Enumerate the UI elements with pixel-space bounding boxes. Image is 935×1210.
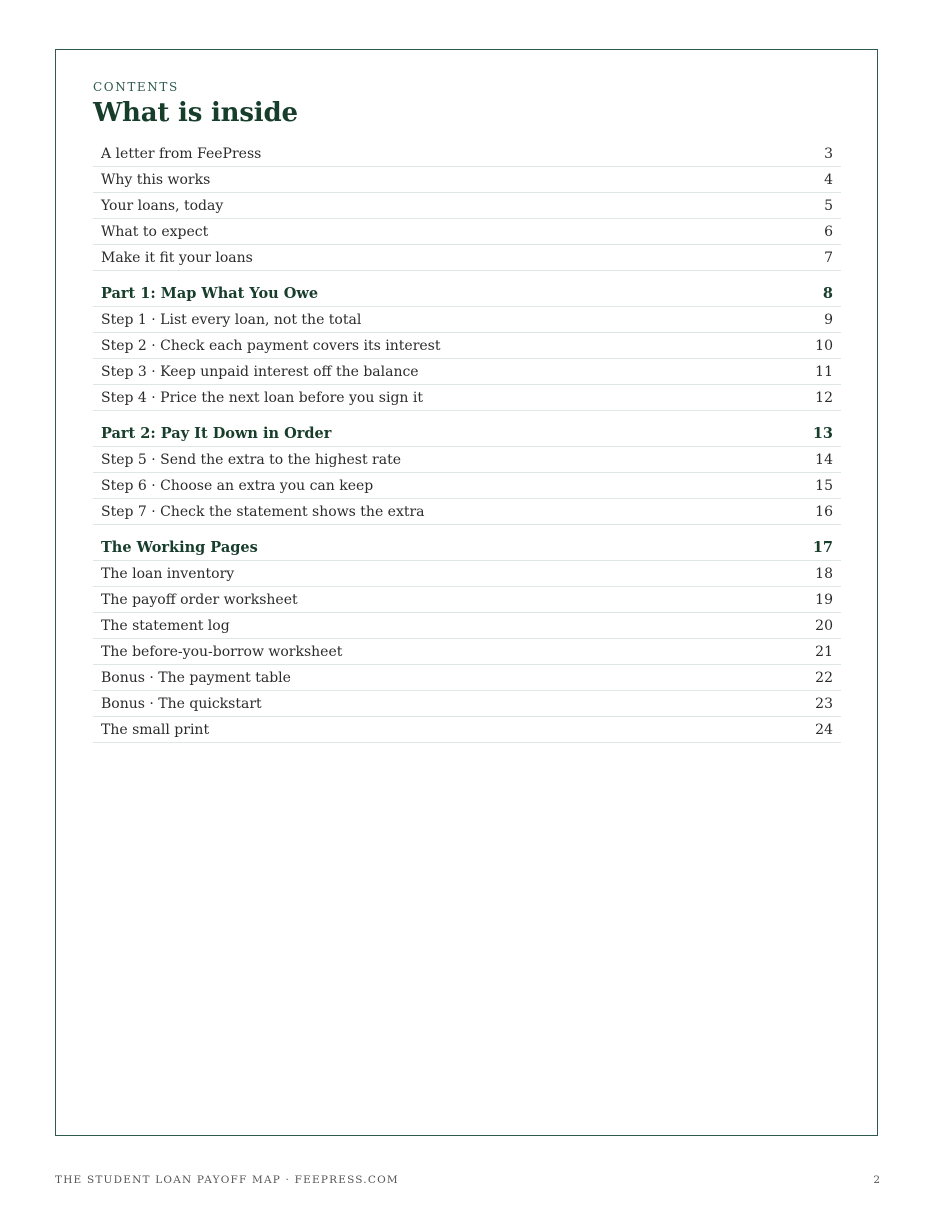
toc-entry-label: Step 6 · Choose an extra you can keep: [101, 477, 374, 494]
toc-part-page: 8: [822, 285, 833, 302]
toc-part-page: 17: [812, 539, 833, 556]
toc-entry-page: 6: [824, 223, 833, 240]
toc-entry-label: The small print: [101, 721, 210, 738]
toc-entry-page: 22: [815, 669, 833, 686]
toc-entry-page: 9: [824, 311, 833, 328]
toc-entry-label: Bonus · The quickstart: [101, 695, 262, 712]
toc-part-heading[interactable]: [93, 421, 841, 447]
toc-entry[interactable]: [93, 561, 841, 587]
page-title: What is inside: [93, 98, 298, 128]
toc-entry-page: 4: [824, 171, 833, 188]
toc-part-label: The Working Pages: [101, 539, 258, 556]
toc-entry-label: What to expect: [101, 223, 209, 240]
toc-entry[interactable]: [93, 447, 841, 473]
toc-entry-label: A letter from FeePress: [101, 145, 262, 162]
toc-entry-label: Step 7 · Check the statement shows the extra: [101, 503, 425, 520]
toc-part-label: Part 1: Map What You Owe: [101, 285, 319, 302]
toc-entry-label: The loan inventory: [101, 565, 235, 582]
toc-entry-page: 12: [815, 389, 833, 406]
toc-entry-label: Step 1 · List every loan, not the total: [101, 311, 362, 328]
toc-entry[interactable]: [93, 245, 841, 271]
toc-entry[interactable]: [93, 613, 841, 639]
toc-entry[interactable]: [93, 141, 841, 167]
toc-entry[interactable]: [93, 219, 841, 245]
toc-entry-label: Your loans, today: [101, 197, 224, 214]
toc-entry-label: Why this works: [101, 171, 211, 188]
toc-entry-page: 10: [815, 337, 833, 354]
toc-entry-label: The statement log: [101, 617, 230, 634]
toc-entry-label: Step 2 · Check each payment covers its interest: [101, 337, 441, 354]
toc-entry-label: Step 5 · Send the extra to the highest rate: [101, 451, 402, 468]
toc-entry-page: 20: [815, 617, 833, 634]
toc-part-heading[interactable]: [93, 281, 841, 307]
toc-entry[interactable]: [93, 499, 841, 525]
toc-entry-page: 23: [815, 695, 833, 712]
toc-entry-label: Step 4 · Price the next loan before you sign it: [101, 389, 423, 406]
toc-entry-page: 14: [815, 451, 833, 468]
toc-entry[interactable]: [93, 717, 841, 743]
toc-entry[interactable]: [93, 385, 841, 411]
contents-eyebrow: CONTENTS: [93, 80, 179, 94]
toc-part-heading[interactable]: [93, 535, 841, 561]
toc-entry[interactable]: [93, 691, 841, 717]
page-number: 2: [873, 1174, 880, 1186]
toc-entry[interactable]: [93, 587, 841, 613]
toc-part-label: Part 2: Pay It Down in Order: [101, 425, 332, 442]
table-of-contents: [93, 141, 841, 743]
toc-entry-label: Step 3 · Keep unpaid interest off the balance: [101, 363, 419, 380]
running-footer: THE STUDENT LOAN PAYOFF MAP · FEEPRESS.COM: [55, 1174, 399, 1186]
toc-entry[interactable]: [93, 359, 841, 385]
toc-entry-label: The before-you-borrow worksheet: [101, 643, 343, 660]
toc-entry-label: Bonus · The payment table: [101, 669, 291, 686]
toc-entry[interactable]: [93, 639, 841, 665]
toc-entry[interactable]: [93, 167, 841, 193]
toc-entry-page: 19: [815, 591, 833, 608]
toc-entry-page: 16: [815, 503, 833, 520]
toc-entry-page: 3: [824, 145, 833, 162]
toc-entry[interactable]: [93, 307, 841, 333]
toc-entry-page: 15: [815, 477, 833, 494]
toc-entry-page: 11: [815, 363, 833, 380]
toc-entry[interactable]: [93, 193, 841, 219]
toc-entry-page: 18: [815, 565, 833, 582]
toc-entry-label: The payoff order worksheet: [101, 591, 298, 608]
toc-entry-label: Make it fit your loans: [101, 249, 253, 266]
toc-entry-page: 7: [824, 249, 833, 266]
toc-entry-page: 21: [815, 643, 833, 660]
toc-entry[interactable]: [93, 665, 841, 691]
toc-part-page: 13: [812, 425, 833, 442]
toc-entry[interactable]: [93, 473, 841, 499]
toc-entry-page: 5: [824, 197, 833, 214]
toc-entry[interactable]: [93, 333, 841, 359]
toc-entry-page: 24: [815, 721, 833, 738]
